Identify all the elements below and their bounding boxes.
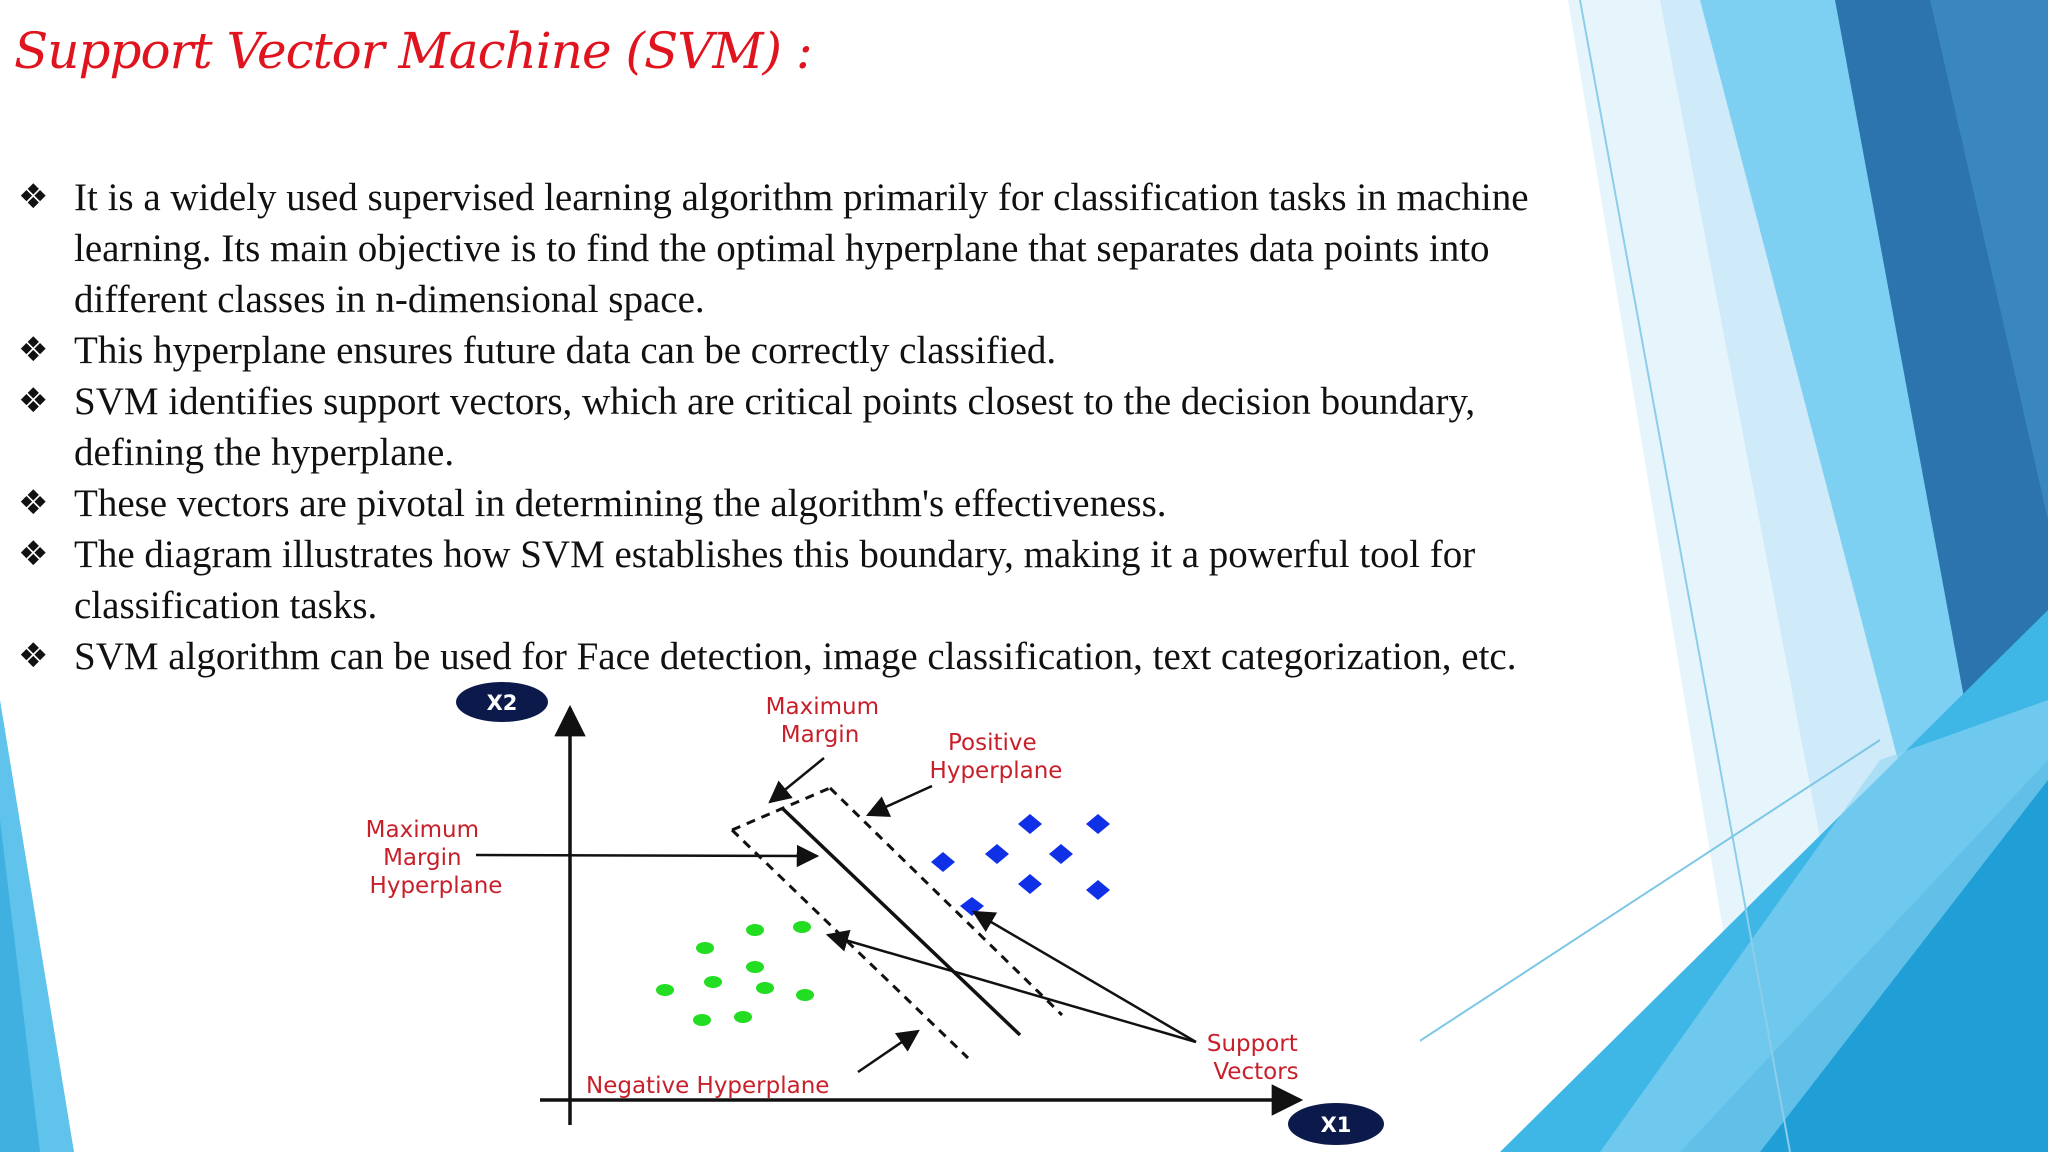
bullet-text: These vectors are pivotal in determining the algorithm's effectiveness. — [74, 482, 1167, 525]
bullet-text: SVM algorithm can be used for Face detection, image classification, text categorization, etc. — [74, 635, 1517, 678]
svm-diagram — [340, 680, 1420, 1152]
bullet-item — [18, 631, 1558, 682]
positive-point — [1049, 844, 1073, 864]
bullet-diamond-icon: ❖ — [18, 177, 49, 217]
positive-point — [1086, 880, 1110, 900]
arrow-to-positive-hyperplane — [868, 786, 932, 815]
bullet-text: This hyperplane ensures future data can be correctly classified. — [74, 329, 1057, 372]
positive-point — [1018, 814, 1042, 834]
label-line: Hyperplane — [369, 873, 503, 899]
negative-point — [693, 1014, 711, 1026]
negative-point — [656, 984, 674, 996]
bullet-item — [18, 172, 1558, 325]
negative-point — [756, 982, 774, 994]
positive-point — [985, 844, 1009, 864]
positive-point — [1018, 874, 1042, 894]
x2-axis-label: X2 — [486, 691, 518, 715]
bullet-item — [18, 325, 1558, 376]
negative-point — [746, 924, 764, 936]
bullet-item — [18, 478, 1558, 529]
bullet-diamond-icon: ❖ — [18, 483, 49, 523]
negative-point — [734, 1011, 752, 1023]
negative-hyperplane-label: Negative Hyperplane — [586, 1073, 830, 1099]
support-vectors-label — [1207, 1031, 1305, 1085]
arrow-to-margin-top — [770, 758, 824, 802]
negative-class-points — [656, 921, 814, 1026]
bullet-diamond-icon: ❖ — [18, 381, 49, 421]
negative-hyperplane-line — [732, 830, 968, 1058]
x1-axis-label: X1 — [1320, 1113, 1352, 1137]
label-line: Hyperplane — [929, 758, 1063, 784]
slide-title: Support Vector Machine (SVM) : — [14, 22, 812, 80]
maximum-margin-hyperplane-line — [782, 808, 1020, 1035]
arrow-to-negative-hyperplane — [858, 1031, 918, 1072]
positive-hyperplane-label — [930, 730, 1063, 784]
negative-point — [793, 921, 811, 933]
bullet-diamond-icon: ❖ — [18, 636, 49, 676]
label-line: Positive — [948, 730, 1037, 756]
positive-class-points — [931, 814, 1110, 916]
negative-point — [704, 976, 722, 988]
bullet-diamond-icon: ❖ — [18, 330, 49, 370]
bullet-text: SVM identifies support vectors, which are critical points closest to the decision boundary, defining the hyperplane. — [74, 380, 1476, 474]
bullet-text: It is a widely used supervised learning algorithm primarily for classification tasks in machine learning. Its main objective is to find the optimal hyperplane that separates data points into different classes in n-dimensional space. — [74, 176, 1529, 321]
maximum-margin-hyperplane-label — [366, 817, 503, 899]
bullet-diamond-icon: ❖ — [18, 534, 49, 574]
maximum-margin-top-label — [766, 694, 887, 748]
label-line: Maximum — [365, 817, 480, 843]
arrow-to-maximum-margin-hyperplane — [476, 855, 817, 856]
label-line: Support — [1206, 1031, 1298, 1057]
bullet-list — [18, 172, 1558, 682]
negative-point — [746, 961, 764, 973]
negative-point — [696, 942, 714, 954]
label-line: Vectors — [1213, 1059, 1299, 1085]
positive-point — [931, 852, 955, 872]
bullet-item — [18, 376, 1558, 478]
positive-point — [960, 897, 984, 916]
bullet-item — [18, 529, 1558, 631]
negative-point — [796, 989, 814, 1001]
bullet-text: The diagram illustrates how SVM establishes this boundary, making it a powerful tool for classification tasks. — [74, 533, 1476, 627]
label-line: Maximum — [765, 694, 880, 720]
label-line: Margin — [383, 845, 462, 871]
label-line: Margin — [780, 722, 860, 748]
positive-point — [1086, 814, 1110, 834]
